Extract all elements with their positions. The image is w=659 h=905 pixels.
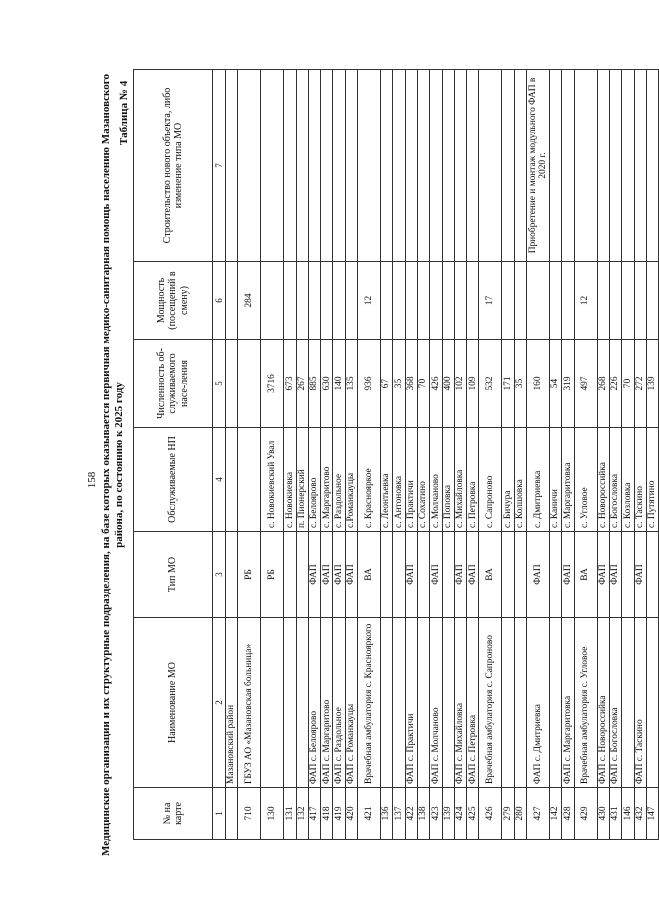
capacity-cell <box>502 262 514 340</box>
org-type-cell: ВА <box>358 532 381 618</box>
org-type-cell <box>381 532 393 618</box>
table-row <box>381 70 393 840</box>
construction-cell <box>467 70 479 262</box>
org-type-cell <box>417 532 429 618</box>
org-type-cell: РБ <box>261 532 284 618</box>
settlement-cell: с. Козловка <box>622 428 634 532</box>
map-number-cell: 425 <box>467 788 479 840</box>
org-name-cell: Врачебная амбулатория с. Сапроново <box>479 618 502 788</box>
org-name-cell: Мазановский район <box>226 618 238 788</box>
capacity-cell <box>634 262 646 340</box>
header-number: 3 <box>213 532 226 618</box>
org-type-cell: ФАП <box>308 532 320 618</box>
org-name-cell <box>393 618 405 788</box>
population-cell: 140 <box>333 340 345 428</box>
map-number-cell: 136 <box>381 788 393 840</box>
settlement-cell: с. Дмитриевка <box>527 428 550 532</box>
org-type-cell <box>442 532 454 618</box>
capacity-cell <box>430 262 442 340</box>
construction-cell <box>381 70 393 262</box>
org-name-cell: ФАП с. Белоярово <box>308 618 320 788</box>
capacity-cell <box>562 262 574 340</box>
org-name-cell: ФАП с. Богословка <box>609 618 621 788</box>
org-name-cell: ФАП с. Михайловка <box>454 618 466 788</box>
org-type-cell: ФАП <box>634 532 646 618</box>
construction-cell <box>358 70 381 262</box>
table-row <box>479 70 502 840</box>
population-cell: 70 <box>622 340 634 428</box>
org-name-cell <box>296 618 308 788</box>
org-name-cell: ФАП с. Раздольное <box>333 618 345 788</box>
table-row <box>333 70 345 840</box>
map-number-cell: 146 <box>622 788 634 840</box>
org-type-cell <box>514 532 526 618</box>
header-number: 1 <box>213 788 226 840</box>
map-number-cell: 430 <box>597 788 609 840</box>
settlement-cell: с. Новороссийка <box>597 428 609 532</box>
construction-cell <box>442 70 454 262</box>
header-map-number: № на карте <box>134 788 213 840</box>
construction-cell <box>321 70 333 262</box>
org-type-cell: ФАП <box>405 532 417 618</box>
capacity-cell <box>646 262 658 340</box>
population-cell: 171 <box>502 340 514 428</box>
capacity-cell <box>226 262 238 340</box>
capacity-cell <box>321 262 333 340</box>
settlement-cell: п. Пионерский <box>296 428 308 532</box>
table-row <box>562 70 574 840</box>
org-type-cell: ФАП <box>562 532 574 618</box>
map-number-cell: 429 <box>574 788 597 840</box>
table-row <box>622 70 634 840</box>
org-type-cell: ФАП <box>467 532 479 618</box>
population-cell: 35 <box>393 340 405 428</box>
table-row <box>550 70 562 840</box>
table-row <box>467 70 479 840</box>
table-row <box>358 70 381 840</box>
org-type-cell: РБ <box>238 532 261 618</box>
capacity-cell <box>442 262 454 340</box>
capacity-cell <box>597 262 609 340</box>
org-name-cell: ФАП с. Маргаритово <box>321 618 333 788</box>
capacity-cell <box>454 262 466 340</box>
org-name-cell: Врачебная амбулатория с. Краснояркого <box>358 618 381 788</box>
population-cell: 268 <box>597 340 609 428</box>
settlement-cell: с. Путятино <box>646 428 658 532</box>
population-cell: 139 <box>646 340 658 428</box>
construction-cell <box>634 70 646 262</box>
page-number: 158 <box>86 471 98 489</box>
table-row <box>238 70 261 840</box>
construction-cell <box>417 70 429 262</box>
settlement-cell: с. Маргаритово <box>321 428 333 532</box>
capacity-cell: 12 <box>574 262 597 340</box>
capacity-cell: 12 <box>358 262 381 340</box>
capacity-cell <box>393 262 405 340</box>
table-body <box>226 70 659 840</box>
map-number-cell: 424 <box>454 788 466 840</box>
map-number-cell: 147 <box>646 788 658 840</box>
org-name-cell <box>381 618 393 788</box>
settlement-cell: с. Леонтьевка <box>381 428 393 532</box>
capacity-cell <box>345 262 357 340</box>
settlement-cell: с. Петровка <box>467 428 479 532</box>
header-served-settlements: Обслуживаемые НП <box>134 428 213 532</box>
org-type-cell <box>226 532 238 618</box>
settlement-cell <box>226 428 238 532</box>
population-cell: 630 <box>321 340 333 428</box>
settlement-cell: с. Краснояркое <box>358 428 381 532</box>
population-cell: 109 <box>467 340 479 428</box>
org-type-cell: ФАП <box>333 532 345 618</box>
table-row <box>393 70 405 840</box>
org-type-cell: ФАП <box>321 532 333 618</box>
org-type-cell: ФАП <box>454 532 466 618</box>
header-row <box>134 70 213 840</box>
org-type-cell <box>550 532 562 618</box>
settlement-cell: с.Романкауцы <box>345 428 357 532</box>
header-number-row <box>213 70 226 840</box>
org-name-cell: Врачебная амбулатория с. Угловое <box>574 618 597 788</box>
population-cell: 70 <box>417 340 429 428</box>
map-number-cell: 418 <box>321 788 333 840</box>
map-number-cell: 142 <box>550 788 562 840</box>
capacity-cell <box>261 262 284 340</box>
settlement-cell: с. Сохатино <box>417 428 429 532</box>
population-cell: 35 <box>514 340 526 428</box>
population-cell: 67 <box>381 340 393 428</box>
capacity-cell: 284 <box>238 262 261 340</box>
population-cell <box>226 340 238 428</box>
org-name-cell <box>502 618 514 788</box>
table-row <box>609 70 621 840</box>
settlement-cell: с. Михайловка <box>454 428 466 532</box>
org-name-cell: ФАП с. Практичи <box>405 618 417 788</box>
org-name-cell <box>261 618 284 788</box>
settlement-cell: с. Маргаритовка <box>562 428 574 532</box>
settlement-cell: с. Поповка <box>442 428 454 532</box>
settlement-cell: с. Богословка <box>609 428 621 532</box>
org-name-cell: ФАП с. Новороссийка <box>597 618 609 788</box>
map-number-cell: 427 <box>527 788 550 840</box>
population-cell: 135 <box>345 340 357 428</box>
settlement-cell: с. Каничи <box>550 428 562 532</box>
capacity-cell <box>622 262 634 340</box>
map-number-cell: 426 <box>479 788 502 840</box>
settlement-cell: с. Практичи <box>405 428 417 532</box>
construction-cell <box>479 70 502 262</box>
map-number-cell <box>226 788 238 840</box>
population-cell: 319 <box>562 340 574 428</box>
table-row <box>261 70 284 840</box>
org-name-cell: ФАП с. Петровка <box>467 618 479 788</box>
population-cell: 102 <box>454 340 466 428</box>
construction-cell <box>609 70 621 262</box>
table-row <box>321 70 333 840</box>
map-number-cell: 137 <box>393 788 405 840</box>
org-name-cell <box>284 618 296 788</box>
construction-cell <box>238 70 261 262</box>
table-row <box>442 70 454 840</box>
table-row <box>296 70 308 840</box>
org-type-cell <box>502 532 514 618</box>
construction-cell <box>502 70 514 262</box>
construction-cell <box>646 70 658 262</box>
org-type-cell <box>646 532 658 618</box>
capacity-cell <box>417 262 429 340</box>
settlement-cell: с. Новокиевка <box>284 428 296 532</box>
table-row <box>345 70 357 840</box>
header-number: 6 <box>213 262 226 340</box>
org-name-cell <box>442 618 454 788</box>
table-row <box>417 70 429 840</box>
org-name-cell <box>514 618 526 788</box>
header-number: 2 <box>213 618 226 788</box>
population-cell: 54 <box>550 340 562 428</box>
map-number-cell: 279 <box>502 788 514 840</box>
map-number-cell: 423 <box>430 788 442 840</box>
map-number-cell: 422 <box>405 788 417 840</box>
capacity-cell <box>609 262 621 340</box>
population-cell: 226 <box>609 340 621 428</box>
org-name-cell <box>550 618 562 788</box>
facilities-table <box>133 69 659 840</box>
construction-cell <box>308 70 320 262</box>
construction-cell <box>430 70 442 262</box>
header-number: 7 <box>213 70 226 262</box>
org-type-cell: ФАП <box>345 532 357 618</box>
org-type-cell: ФАП <box>609 532 621 618</box>
header-capacity: Мощность (посещений в смену) <box>134 262 213 340</box>
population-cell: 3716 <box>261 340 284 428</box>
map-number-cell: 710 <box>238 788 261 840</box>
org-type-cell <box>622 532 634 618</box>
org-type-cell: ФАП <box>430 532 442 618</box>
capacity-cell <box>467 262 479 340</box>
table-row <box>574 70 597 840</box>
table-label: Таблица № 4 <box>118 80 130 145</box>
header-population: Численность об-служиваемого насе-ления <box>134 340 213 428</box>
population-cell: 532 <box>479 340 502 428</box>
capacity-cell <box>381 262 393 340</box>
capacity-cell <box>296 262 308 340</box>
construction-cell <box>597 70 609 262</box>
capacity-cell <box>333 262 345 340</box>
construction-cell <box>226 70 238 262</box>
table-row <box>405 70 417 840</box>
map-number-cell: 431 <box>609 788 621 840</box>
capacity-cell <box>284 262 296 340</box>
construction-cell <box>562 70 574 262</box>
settlement-cell: с. Угловое <box>574 428 597 532</box>
org-name-cell: ФАП с. Дмитриевка <box>527 618 550 788</box>
map-number-cell: 139 <box>442 788 454 840</box>
org-type-cell: ФАП <box>597 532 609 618</box>
population-cell: 272 <box>634 340 646 428</box>
capacity-cell: 17 <box>479 262 502 340</box>
capacity-cell <box>405 262 417 340</box>
settlement-cell: с. Новокиевский Увал <box>261 428 284 532</box>
settlement-cell: с. Бичура <box>502 428 514 532</box>
map-number-cell: 420 <box>345 788 357 840</box>
construction-cell <box>622 70 634 262</box>
table-row <box>597 70 609 840</box>
population-cell: 673 <box>284 340 296 428</box>
construction-cell <box>345 70 357 262</box>
header-number: 4 <box>213 428 226 532</box>
org-name-cell <box>646 618 658 788</box>
population-cell: 885 <box>308 340 320 428</box>
settlement-cell: с. Раздольное <box>333 428 345 532</box>
map-number-cell: 280 <box>514 788 526 840</box>
org-type-cell: ВА <box>574 532 597 618</box>
construction-cell <box>454 70 466 262</box>
map-number-cell: 131 <box>284 788 296 840</box>
settlement-cell: с. Белоярово <box>308 428 320 532</box>
map-number-cell: 419 <box>333 788 345 840</box>
table-row <box>454 70 466 840</box>
org-name-cell: ФАП с. Молчаново <box>430 618 442 788</box>
table-row <box>284 70 296 840</box>
table-row <box>502 70 514 840</box>
population-cell: 160 <box>527 340 550 428</box>
capacity-cell <box>308 262 320 340</box>
construction-cell <box>574 70 597 262</box>
capacity-cell <box>514 262 526 340</box>
org-name-cell: ФАП с. Романкауцы <box>345 618 357 788</box>
org-name-cell: ФАП с. Таскино <box>634 618 646 788</box>
construction-cell <box>550 70 562 262</box>
header-construction: Строительство нового объекта, либо изменение типа МО <box>134 70 213 262</box>
header-number: 5 <box>213 340 226 428</box>
population-cell <box>238 340 261 428</box>
construction-cell <box>393 70 405 262</box>
construction-cell <box>284 70 296 262</box>
header-org-type: Тип МО <box>134 532 213 618</box>
construction-cell <box>296 70 308 262</box>
population-cell: 426 <box>430 340 442 428</box>
map-number-cell: 417 <box>308 788 320 840</box>
map-number-cell: 130 <box>261 788 284 840</box>
settlement-cell: с. Сапроново <box>479 428 502 532</box>
table-row <box>527 70 550 840</box>
document-title: Медицинские организации и их структурные подразделения, на базе которых оказывается первичная медико-санитарная помощь населению Мазановского района, по состоянию к 2025 году <box>100 74 125 856</box>
population-cell: 400 <box>442 340 454 428</box>
population-cell: 936 <box>358 340 381 428</box>
map-number-cell: 421 <box>358 788 381 840</box>
construction-cell: Приобретение и монтаж модульного ФАП в 2020 г. <box>527 70 550 262</box>
table-row <box>430 70 442 840</box>
org-type-cell <box>284 532 296 618</box>
table-row <box>646 70 658 840</box>
table-row <box>514 70 526 840</box>
org-type-cell <box>393 532 405 618</box>
settlement-cell: с. Таскино <box>634 428 646 532</box>
population-cell: 267 <box>296 340 308 428</box>
org-type-cell: ФАП <box>527 532 550 618</box>
map-number-cell: 132 <box>296 788 308 840</box>
org-name-cell <box>622 618 634 788</box>
construction-cell <box>261 70 284 262</box>
capacity-cell <box>527 262 550 340</box>
construction-cell <box>514 70 526 262</box>
table-row <box>308 70 320 840</box>
org-type-cell <box>296 532 308 618</box>
settlement-cell: с. Молчаново <box>430 428 442 532</box>
org-type-cell: ВА <box>479 532 502 618</box>
map-number-cell: 428 <box>562 788 574 840</box>
settlement-cell: с. Колшовка <box>514 428 526 532</box>
org-name-cell <box>417 618 429 788</box>
table-row <box>226 70 238 840</box>
org-name-cell: ФАП с. Маргаритовка <box>562 618 574 788</box>
settlement-cell: с. Антоновка <box>393 428 405 532</box>
settlement-cell <box>238 428 261 532</box>
table-row <box>634 70 646 840</box>
map-number-cell: 138 <box>417 788 429 840</box>
construction-cell <box>405 70 417 262</box>
map-number-cell: 432 <box>634 788 646 840</box>
capacity-cell <box>550 262 562 340</box>
header-org-name: Наименование МО <box>134 618 213 788</box>
org-name-cell: ГБУЗ АО «Мазановская больница» <box>238 618 261 788</box>
population-cell: 368 <box>405 340 417 428</box>
construction-cell <box>333 70 345 262</box>
population-cell: 497 <box>574 340 597 428</box>
